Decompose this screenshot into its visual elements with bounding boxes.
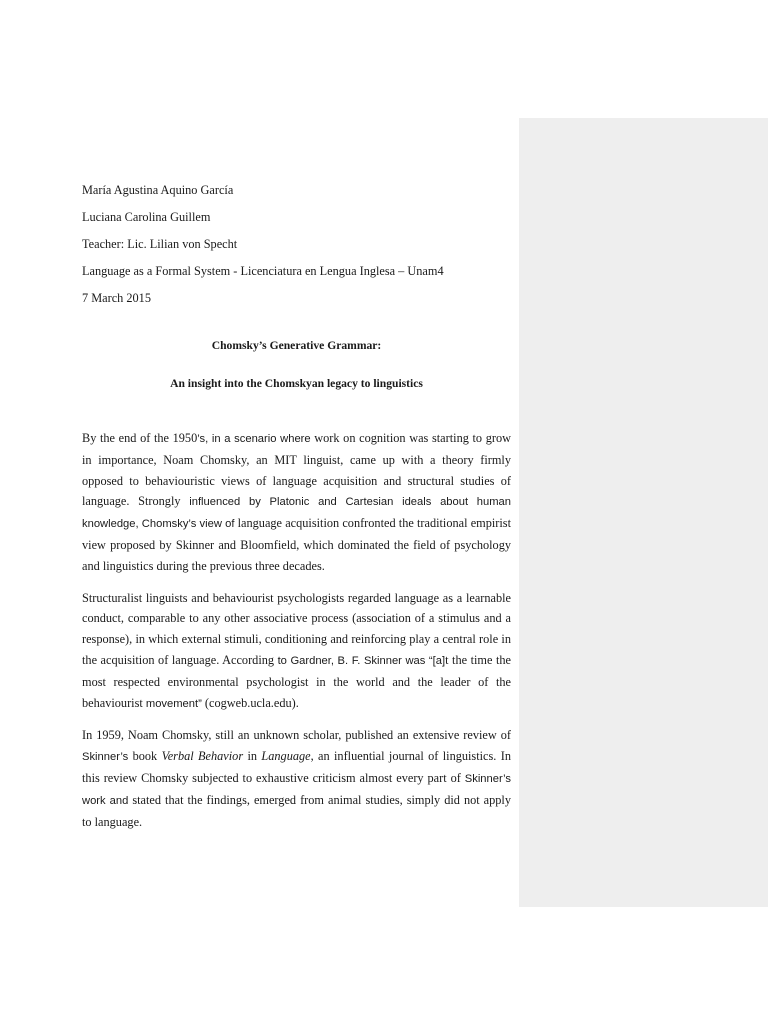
date-line: 7 March 2015 [82,291,151,305]
document-subtitle: An insight into the Chomskyan legacy to linguistics [170,377,423,390]
author-name-2: Luciana Carolina Guillem [82,210,211,224]
paragraph-1 [82,428,511,577]
paragraph-1-text: work on cognition was starting to grow in importance, Noam Chomsky, an MIT linguist, came up with a theory firmly opposed to behaviouristic views of language acquisition and structural studies of language. Strongly [82,431,511,509]
paragraph-3-text: Skinner’s [82,751,129,764]
comment-pane [519,118,768,907]
paragraph-2-text: t the time the most respected environmental psychologist in the world and the leader of the behaviourist [82,652,511,710]
paragraph-1-text: By the end of the 1950 [82,431,198,445]
paragraph-3-text: , an influential journal of linguistics. In this review Chomsky subjected to exhaustive criticism almost every part of [82,749,511,785]
paragraph-3-text: stated that the findings, emerged from animal studies, simply did not apply to language. [82,792,511,829]
book-title: Verbal Behavior [161,749,244,764]
paragraph-2-text: movement” [145,697,202,710]
document-title: Chomsky’s Generative Grammar: [211,339,382,352]
paragraph-2-text: (cogweb.ucla.edu). [201,695,299,710]
paragraph-1-text: influenced by Platonic and Cartesian ideals about human knowledge, Chomsky’s view of [82,496,512,531]
paragraph-1-text: language acquisition confronted the traditional empirist view proposed by Skinner and Bloomfield, which dominated the field of psychology and linguistics during the previous three decades. [82,516,511,573]
paragraph-1-text: ’s, in a scenario where [197,433,311,445]
course-line: Language as a Formal System - Licenciatura en Lengua Inglesa – Unam4 [82,264,444,278]
teacher-line: Teacher: Lic. Lilian von Specht [82,237,238,251]
paragraph-3-text: book [128,749,162,764]
document-content [82,182,511,832]
document-body [82,428,511,832]
paragraph-3-text: In 1959, Noam Chomsky, still an unknown scholar, published an extensive review of [82,728,511,743]
header-block [82,182,511,306]
title-block [82,338,511,392]
paragraph-3-text: in [243,749,262,764]
paragraph-3-text: Skinner’s work and [82,772,511,807]
paragraph-2-text: to Gardner, B. F. Skinner was “[a] [277,654,446,667]
journal-title: Language [261,749,311,764]
paragraph-2 [82,588,511,715]
paragraph-3 [82,725,511,832]
paragraph-2-text: Structuralist linguists and behaviourist psychologists regarded language as a learnable conduct, comparable to any other associative process (association of a stimulus and a response), in which external stimuli, conditioning and reinforcing play a central role in the acquisition of language. According [82,590,511,667]
author-name-1: María Agustina Aquino García [82,183,234,197]
